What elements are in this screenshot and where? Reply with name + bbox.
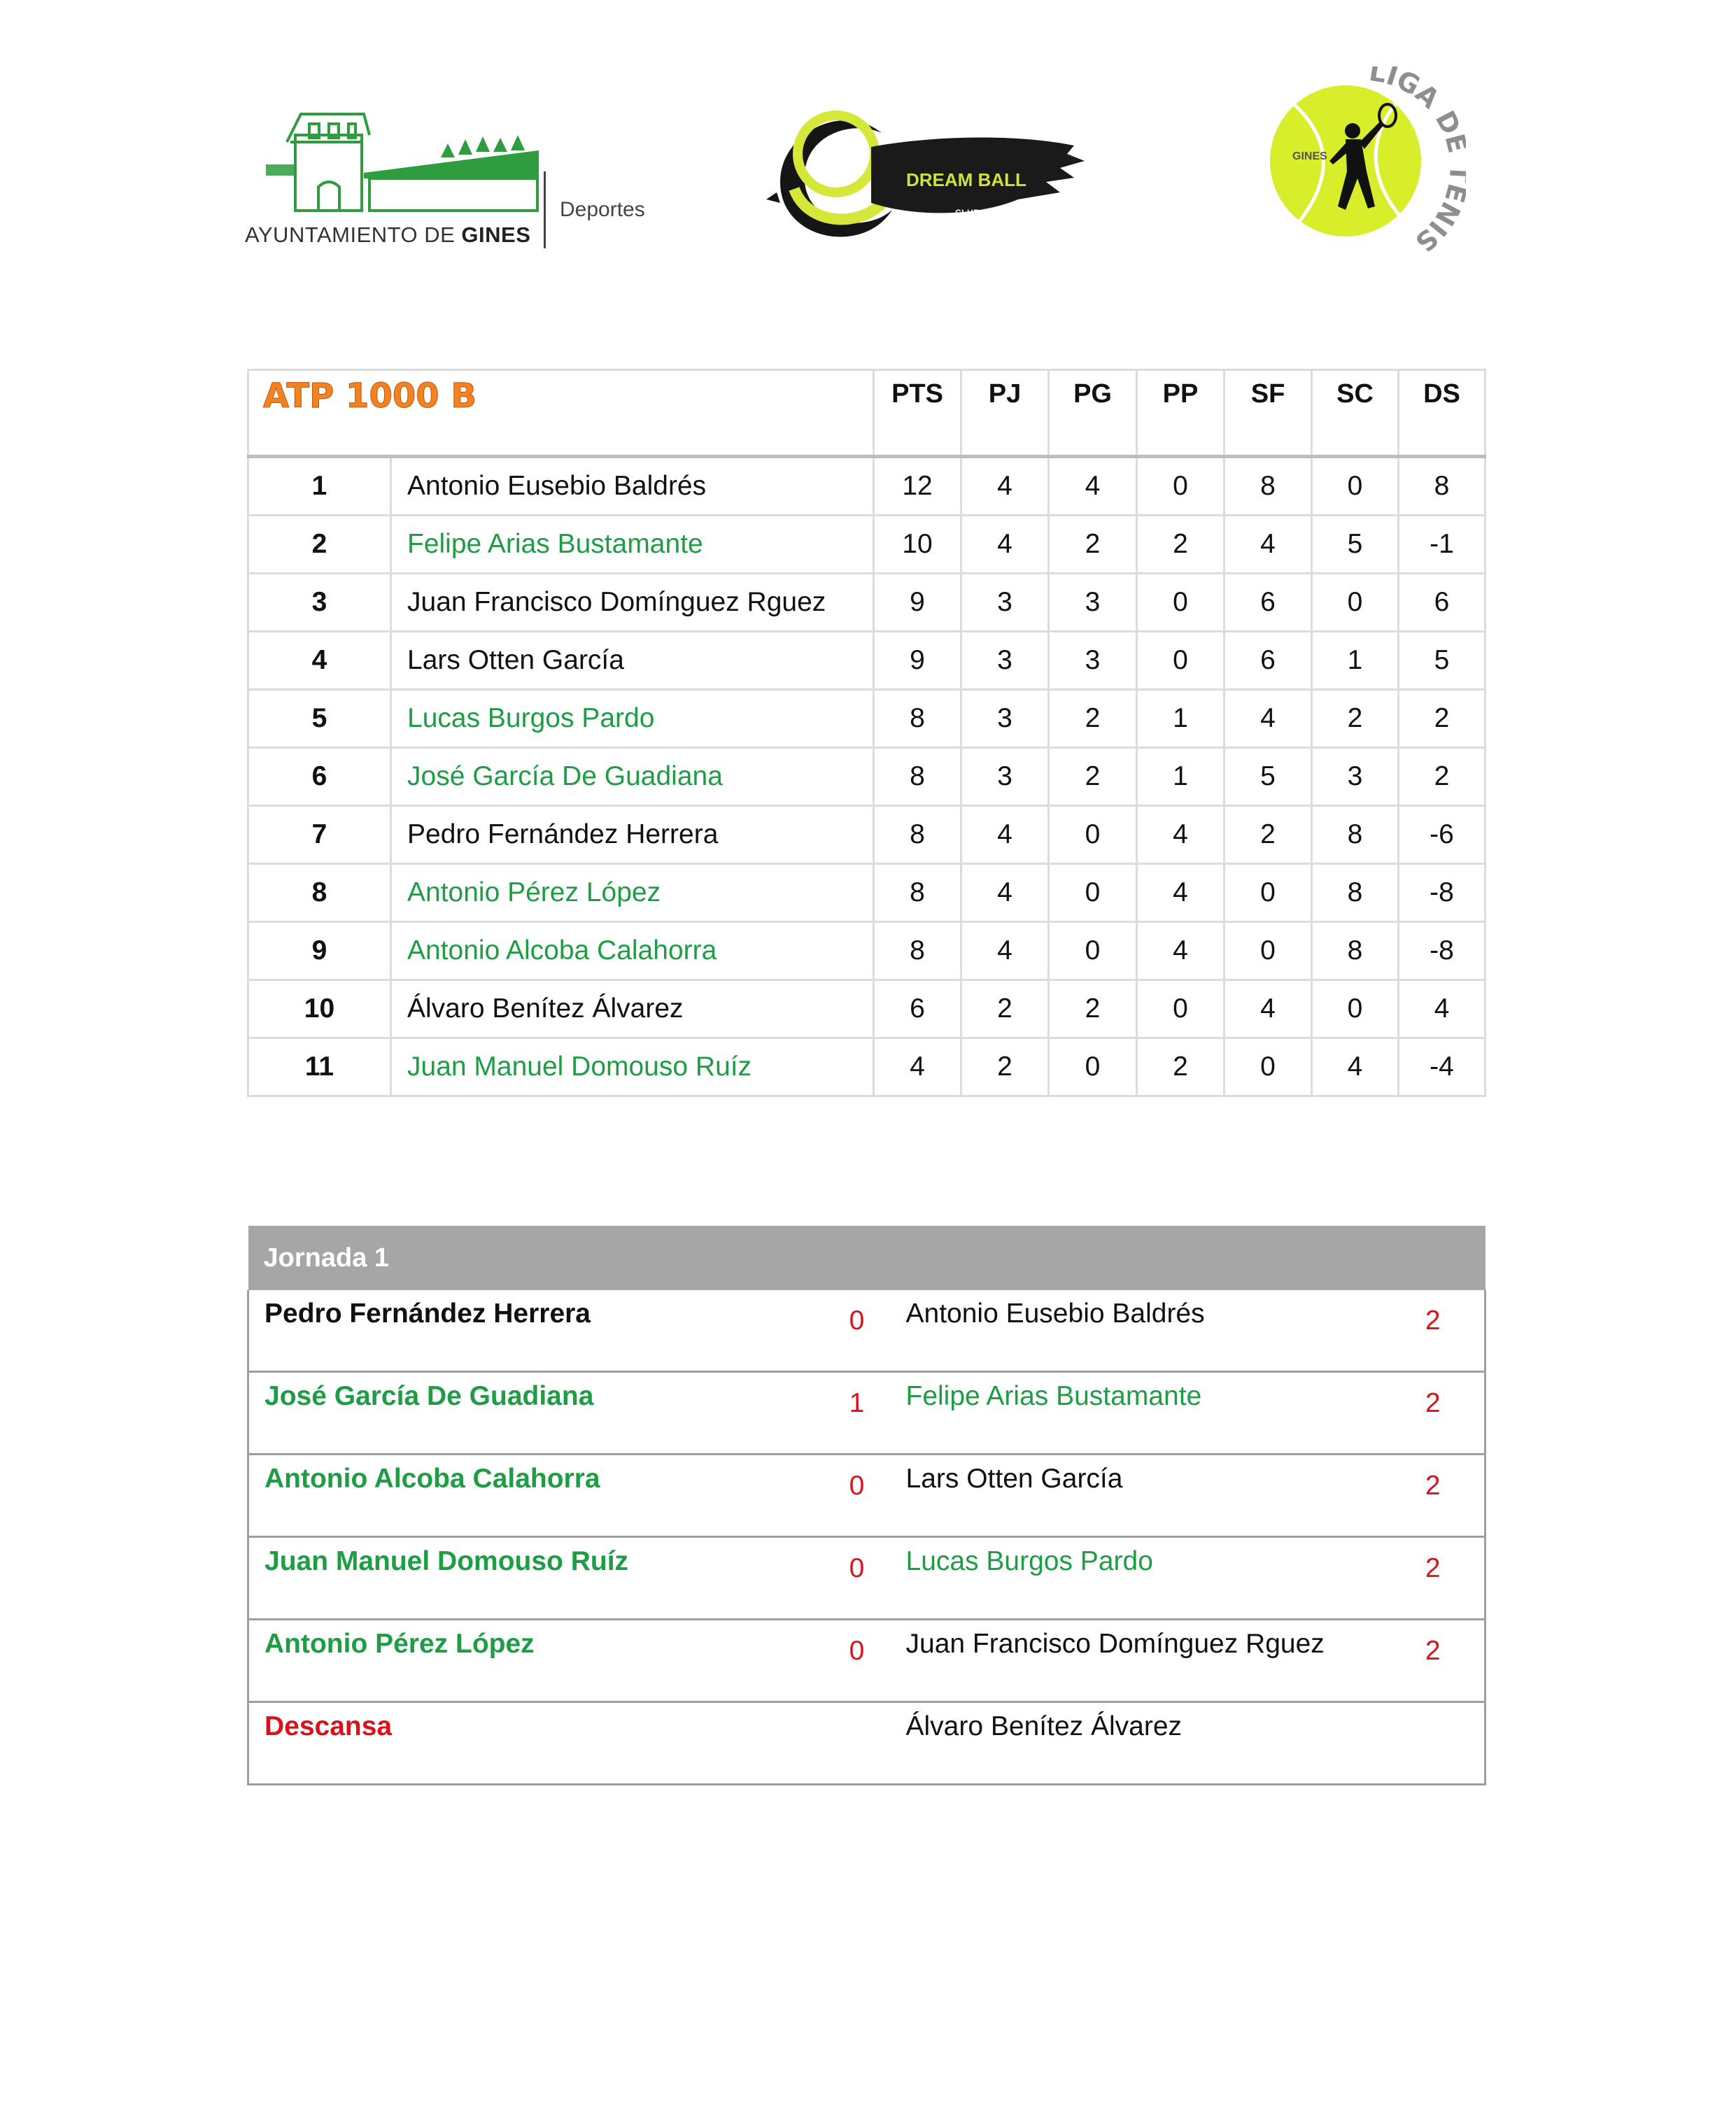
stat-cell-ds: -8 (1399, 922, 1486, 980)
stat-cell-ds: 5 (1399, 632, 1486, 690)
stat-cell-pp: 0 (1137, 574, 1225, 632)
stat-cell-pj: 2 (961, 980, 1049, 1038)
away-score: 2 (1382, 1455, 1486, 1537)
match-row (248, 1620, 1486, 1702)
stat-cell-pg: 2 (1049, 690, 1137, 748)
stat-cell-pts: 6 (874, 980, 961, 1038)
player-name-cell: Antonio Alcoba Calahorra (391, 922, 874, 980)
standings-title-cell (248, 370, 874, 457)
away-score: 2 (1382, 1620, 1486, 1702)
stat-cell-ds: 2 (1399, 690, 1486, 748)
stat-cell-pts: 8 (874, 922, 961, 980)
stat-cell-ds: 8 (1399, 457, 1486, 516)
away-player: Juan Francisco Domínguez Rguez (892, 1620, 1382, 1702)
stat-cell-pts: 8 (874, 864, 961, 922)
jornada-table (247, 1226, 1486, 1785)
stat-cell-sc: 1 (1312, 632, 1399, 690)
stat-cell-pg: 0 (1049, 864, 1137, 922)
standings-row (248, 980, 1486, 1038)
dreamball-logo (766, 105, 1088, 252)
logo-divider (544, 171, 546, 248)
stat-cell-pts: 8 (874, 748, 961, 806)
stat-cell-pj: 3 (961, 748, 1049, 806)
ayuntamiento-gines-logo (245, 108, 658, 259)
rank-cell: 4 (248, 632, 391, 690)
stat-cell-sc: 0 (1312, 980, 1399, 1038)
stat-cell-sc: 2 (1312, 690, 1399, 748)
rank-cell: 10 (248, 980, 391, 1038)
rank-cell: 9 (248, 922, 391, 980)
away-player: Lars Otten García (892, 1455, 1382, 1537)
stat-cell-pts: 8 (874, 806, 961, 864)
ayuntamiento-caption (245, 222, 530, 248)
home-player: Antonio Pérez López (248, 1620, 822, 1702)
home-score: 0 (822, 1455, 892, 1537)
stat-cell-ds: -4 (1399, 1038, 1486, 1096)
home-score: 1 (822, 1372, 892, 1455)
department-label: Deportes (560, 198, 645, 221)
stat-cell-sf: 6 (1225, 632, 1312, 690)
stat-cell-pj: 3 (961, 632, 1049, 690)
stat-cell-sc: 8 (1312, 806, 1399, 864)
rest-row (248, 1702, 1486, 1785)
player-name-cell: Pedro Fernández Herrera (391, 806, 874, 864)
standings-row (248, 748, 1486, 806)
column-header: PG (1049, 370, 1137, 457)
jornada-header-row (248, 1226, 1486, 1290)
stat-cell-ds: 4 (1399, 980, 1486, 1038)
stat-cell-pp: 0 (1137, 457, 1225, 516)
rest-label: Descansa (248, 1702, 822, 1785)
rank-cell: 1 (248, 457, 391, 516)
stat-cell-sc: 5 (1312, 516, 1399, 574)
stat-cell-pj: 3 (961, 574, 1049, 632)
standings-title: ATP 1000 B (263, 376, 477, 416)
column-header: DS (1399, 370, 1486, 457)
jornada-title: Jornada 1 (248, 1226, 1486, 1290)
standings-row (248, 632, 1486, 690)
player-name-cell: José García De Guadiana (391, 748, 874, 806)
stat-cell-pp: 1 (1137, 690, 1225, 748)
standings-row (248, 806, 1486, 864)
stat-cell-ds: 6 (1399, 574, 1486, 632)
standings-row (248, 922, 1486, 980)
column-header: PJ (961, 370, 1049, 457)
stat-cell-pts: 8 (874, 690, 961, 748)
home-player: Pedro Fernández Herrera (248, 1290, 822, 1372)
standings-body (248, 457, 1486, 1096)
stat-cell-pj: 4 (961, 922, 1049, 980)
stat-cell-pj: 4 (961, 516, 1049, 574)
stat-cell-pts: 9 (874, 574, 961, 632)
dreamball-subtitle: CLUB TENIS GINES (955, 208, 1040, 218)
stat-cell-pp: 4 (1137, 806, 1225, 864)
stat-cell-pp: 4 (1137, 864, 1225, 922)
standings-row (248, 516, 1486, 574)
stat-cell-pts: 10 (874, 516, 961, 574)
player-name-cell: Álvaro Benítez Álvarez (391, 980, 874, 1038)
stat-cell-pts: 4 (874, 1038, 961, 1096)
rank-cell: 2 (248, 516, 391, 574)
stat-cell-pg: 0 (1049, 922, 1137, 980)
away-score: 2 (1382, 1537, 1486, 1620)
rank-cell: 3 (248, 574, 391, 632)
player-name-cell: Juan Manuel Domouso Ruíz (391, 1038, 874, 1096)
away-score: 2 (1382, 1372, 1486, 1455)
player-name-cell: Antonio Pérez López (391, 864, 874, 922)
stat-cell-sf: 4 (1225, 690, 1312, 748)
standings-row (248, 864, 1486, 922)
rank-cell: 7 (248, 806, 391, 864)
standings-row (248, 1038, 1486, 1096)
away-player: Felipe Arias Bustamante (892, 1372, 1382, 1455)
stat-cell-sf: 0 (1225, 864, 1312, 922)
stat-cell-sf: 5 (1225, 748, 1312, 806)
home-score: 0 (822, 1620, 892, 1702)
player-name-cell: Juan Francisco Domínguez Rguez (391, 574, 874, 632)
standings-row (248, 574, 1486, 632)
stat-cell-sf: 6 (1225, 574, 1312, 632)
liga-de-tenis-logo (1263, 66, 1466, 252)
stat-cell-sc: 3 (1312, 748, 1399, 806)
column-header: PP (1137, 370, 1225, 457)
stat-cell-pj: 4 (961, 806, 1049, 864)
home-player: Juan Manuel Domouso Ruíz (248, 1537, 822, 1620)
stat-cell-pj: 4 (961, 864, 1049, 922)
away-score: 2 (1382, 1290, 1486, 1372)
ayuntamiento-caption-regular: AYUNTAMIENTO DE (245, 222, 462, 247)
resting-player: Álvaro Benítez Álvarez (892, 1702, 1382, 1785)
empty-cell (822, 1702, 892, 1785)
stat-cell-pg: 2 (1049, 748, 1137, 806)
stat-cell-sc: 0 (1312, 574, 1399, 632)
stat-cell-sf: 2 (1225, 806, 1312, 864)
stat-cell-sc: 8 (1312, 922, 1399, 980)
stat-cell-sc: 8 (1312, 864, 1399, 922)
stat-cell-pp: 0 (1137, 980, 1225, 1038)
stat-cell-pj: 3 (961, 690, 1049, 748)
stat-cell-pg: 2 (1049, 980, 1137, 1038)
match-row (248, 1455, 1486, 1537)
home-player: José García De Guadiana (248, 1372, 822, 1455)
stat-cell-pp: 4 (1137, 922, 1225, 980)
stat-cell-pp: 2 (1137, 1038, 1225, 1096)
stat-cell-pts: 9 (874, 632, 961, 690)
liga-ring-textpath: LIGA D NIS (1367, 66, 1466, 252)
match-row (248, 1537, 1486, 1620)
stat-cell-ds: -6 (1399, 806, 1486, 864)
column-header: PTS (874, 370, 961, 457)
standings-row (248, 690, 1486, 748)
jornada-body (248, 1290, 1486, 1785)
match-row (248, 1290, 1486, 1372)
stat-cell-pg: 0 (1049, 806, 1137, 864)
standings-row (248, 457, 1486, 516)
player-name-cell: Lucas Burgos Pardo (391, 690, 874, 748)
stat-cell-pp: 0 (1137, 632, 1225, 690)
stat-cell-ds: -1 (1399, 516, 1486, 574)
player-name-cell: Lars Otten García (391, 632, 874, 690)
stat-cell-pg: 0 (1049, 1038, 1137, 1096)
dreamball-title: DREAM BALL (906, 169, 1026, 190)
stat-cell-sf: 8 (1225, 457, 1312, 516)
liga-center-text: GINES (1292, 150, 1327, 162)
stat-cell-ds: 2 (1399, 748, 1486, 806)
match-row (248, 1372, 1486, 1455)
stat-cell-sf: 0 (1225, 1038, 1312, 1096)
town-hall-tower-icon (245, 108, 546, 213)
stat-cell-pj: 4 (961, 457, 1049, 516)
empty-cell (1382, 1702, 1486, 1785)
home-score: 0 (822, 1537, 892, 1620)
stat-cell-sf: 4 (1225, 980, 1312, 1038)
away-player: Antonio Eusebio Baldrés (892, 1290, 1382, 1372)
player-name-cell: Antonio Eusebio Baldrés (391, 457, 874, 516)
stat-cell-pts: 12 (874, 457, 961, 516)
stat-cell-pg: 2 (1049, 516, 1137, 574)
stat-cell-pg: 3 (1049, 574, 1137, 632)
stat-cell-sf: 0 (1225, 922, 1312, 980)
standings-header-row (248, 370, 1486, 457)
home-player: Antonio Alcoba Calahorra (248, 1455, 822, 1537)
stat-cell-pj: 2 (961, 1038, 1049, 1096)
standings-table (247, 369, 1486, 1097)
ayuntamiento-caption-bold: GINES (461, 222, 531, 247)
rank-cell: 8 (248, 864, 391, 922)
stat-cell-pg: 4 (1049, 457, 1137, 516)
rank-cell: 11 (248, 1038, 391, 1096)
stat-cell-pp: 2 (1137, 516, 1225, 574)
rank-cell: 5 (248, 690, 391, 748)
column-header: SC (1312, 370, 1399, 457)
stat-cell-pp: 1 (1137, 748, 1225, 806)
player-name-cell: Felipe Arias Bustamante (391, 516, 874, 574)
stat-cell-pg: 3 (1049, 632, 1137, 690)
stat-cell-ds: -8 (1399, 864, 1486, 922)
stat-cell-sf: 4 (1225, 516, 1312, 574)
stat-cell-sc: 0 (1312, 457, 1399, 516)
stat-cell-sc: 4 (1312, 1038, 1399, 1096)
column-header: SF (1225, 370, 1312, 457)
home-score: 0 (822, 1290, 892, 1372)
rank-cell: 6 (248, 748, 391, 806)
away-player: Lucas Burgos Pardo (892, 1537, 1382, 1620)
